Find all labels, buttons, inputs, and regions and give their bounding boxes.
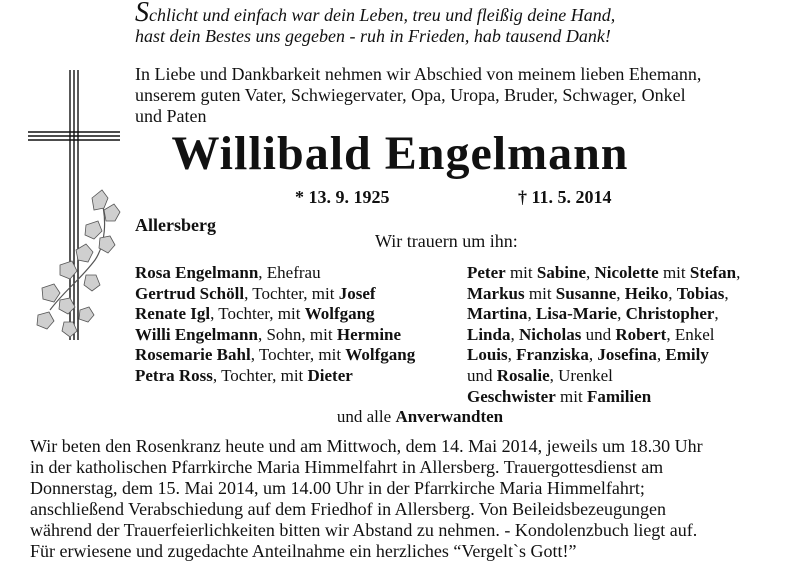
service-notice: Wir beten den Rosenkranz heute und am Mittwoch, dem 14. Mai 2014, jeweils um 18.30 Uhr in der katholischen Pfarrkirche Maria Himmelfahrt in Allersberg. Trauergottesdienst am Donnerstag, dem 15. Mai 2014, um 14.00 Uhr in der Pfarrkirche Maria Himmelfahrt; anschließend Verabschiedung auf dem Friedhof in Allersberg. Von Beileidsbezeugungen während der Trauerfeierlichkeiten bitten wir Abstand zu nehmen. - Kondolenzbuch liegt auf. Für erwiesene und zugedachte Anteilnahme ein herzliches “Vergelt`s Gott!” (30, 436, 703, 561)
list-item: Willi Engelmann, Sohn, mit Hermine (135, 324, 402, 344)
death-date: † 11. 5. 2014 (518, 187, 612, 207)
list-item: Rosa Engelmann, Ehefrau (135, 263, 321, 282)
intro-text: In Liebe und Dankbarkeit nehmen wir Abschied von meinem lieben Ehemann, unserem guten Vater, Schwiegervater, Opa, Uropa, Bruder, Schwager, Onkel und Paten (135, 64, 702, 126)
poem-initial: S (135, 0, 149, 28)
list-item: Louis, Franziska, Josefina, Emily (467, 345, 709, 365)
list-item: Linda, Nicholas und Robert, Enkel (467, 324, 715, 344)
deceased-name: Willibald Engelmann (171, 127, 629, 180)
poem (135, 0, 755, 47)
list-item: Geschwister mit Familien (467, 386, 652, 406)
list-item: Gertrud Schöll, Tochter, mit Josef (135, 283, 376, 303)
list-item: Petra Ross, Tochter, mit Dieter (135, 365, 353, 385)
cross-icon (20, 60, 125, 350)
birth-date: * 13. 9. 1925 (295, 187, 390, 207)
list-item: Renate Igl, Tochter, mit Wolfgang (135, 304, 375, 324)
family-list-left (135, 263, 415, 387)
mourning-heading: Wir trauern um ihn: (375, 231, 518, 251)
place-name: Allersberg (135, 215, 216, 235)
list-item: Peter mit Sabine, Nicolette mit Stefan, (467, 263, 741, 282)
list-item: und Rosalie, Urenkel (467, 365, 613, 385)
list-item: Rosemarie Bahl, Tochter, mit Wolfgang (135, 345, 416, 365)
poem-line-2: hast dein Bestes uns gegeben - ruh in Frieden, hab tausend Dank! (135, 26, 611, 46)
closing-line: und alle Anverwandten (336, 407, 504, 426)
list-item: Markus mit Susanne, Heiko, Tobias, (467, 283, 729, 303)
family-list-right (467, 263, 740, 407)
list-item: Martina, Lisa-Marie, Christopher, (467, 304, 719, 324)
poem-line-1: Schlicht und einfach war dein Leben, treu und fleißig deine Hand, (135, 4, 755, 26)
